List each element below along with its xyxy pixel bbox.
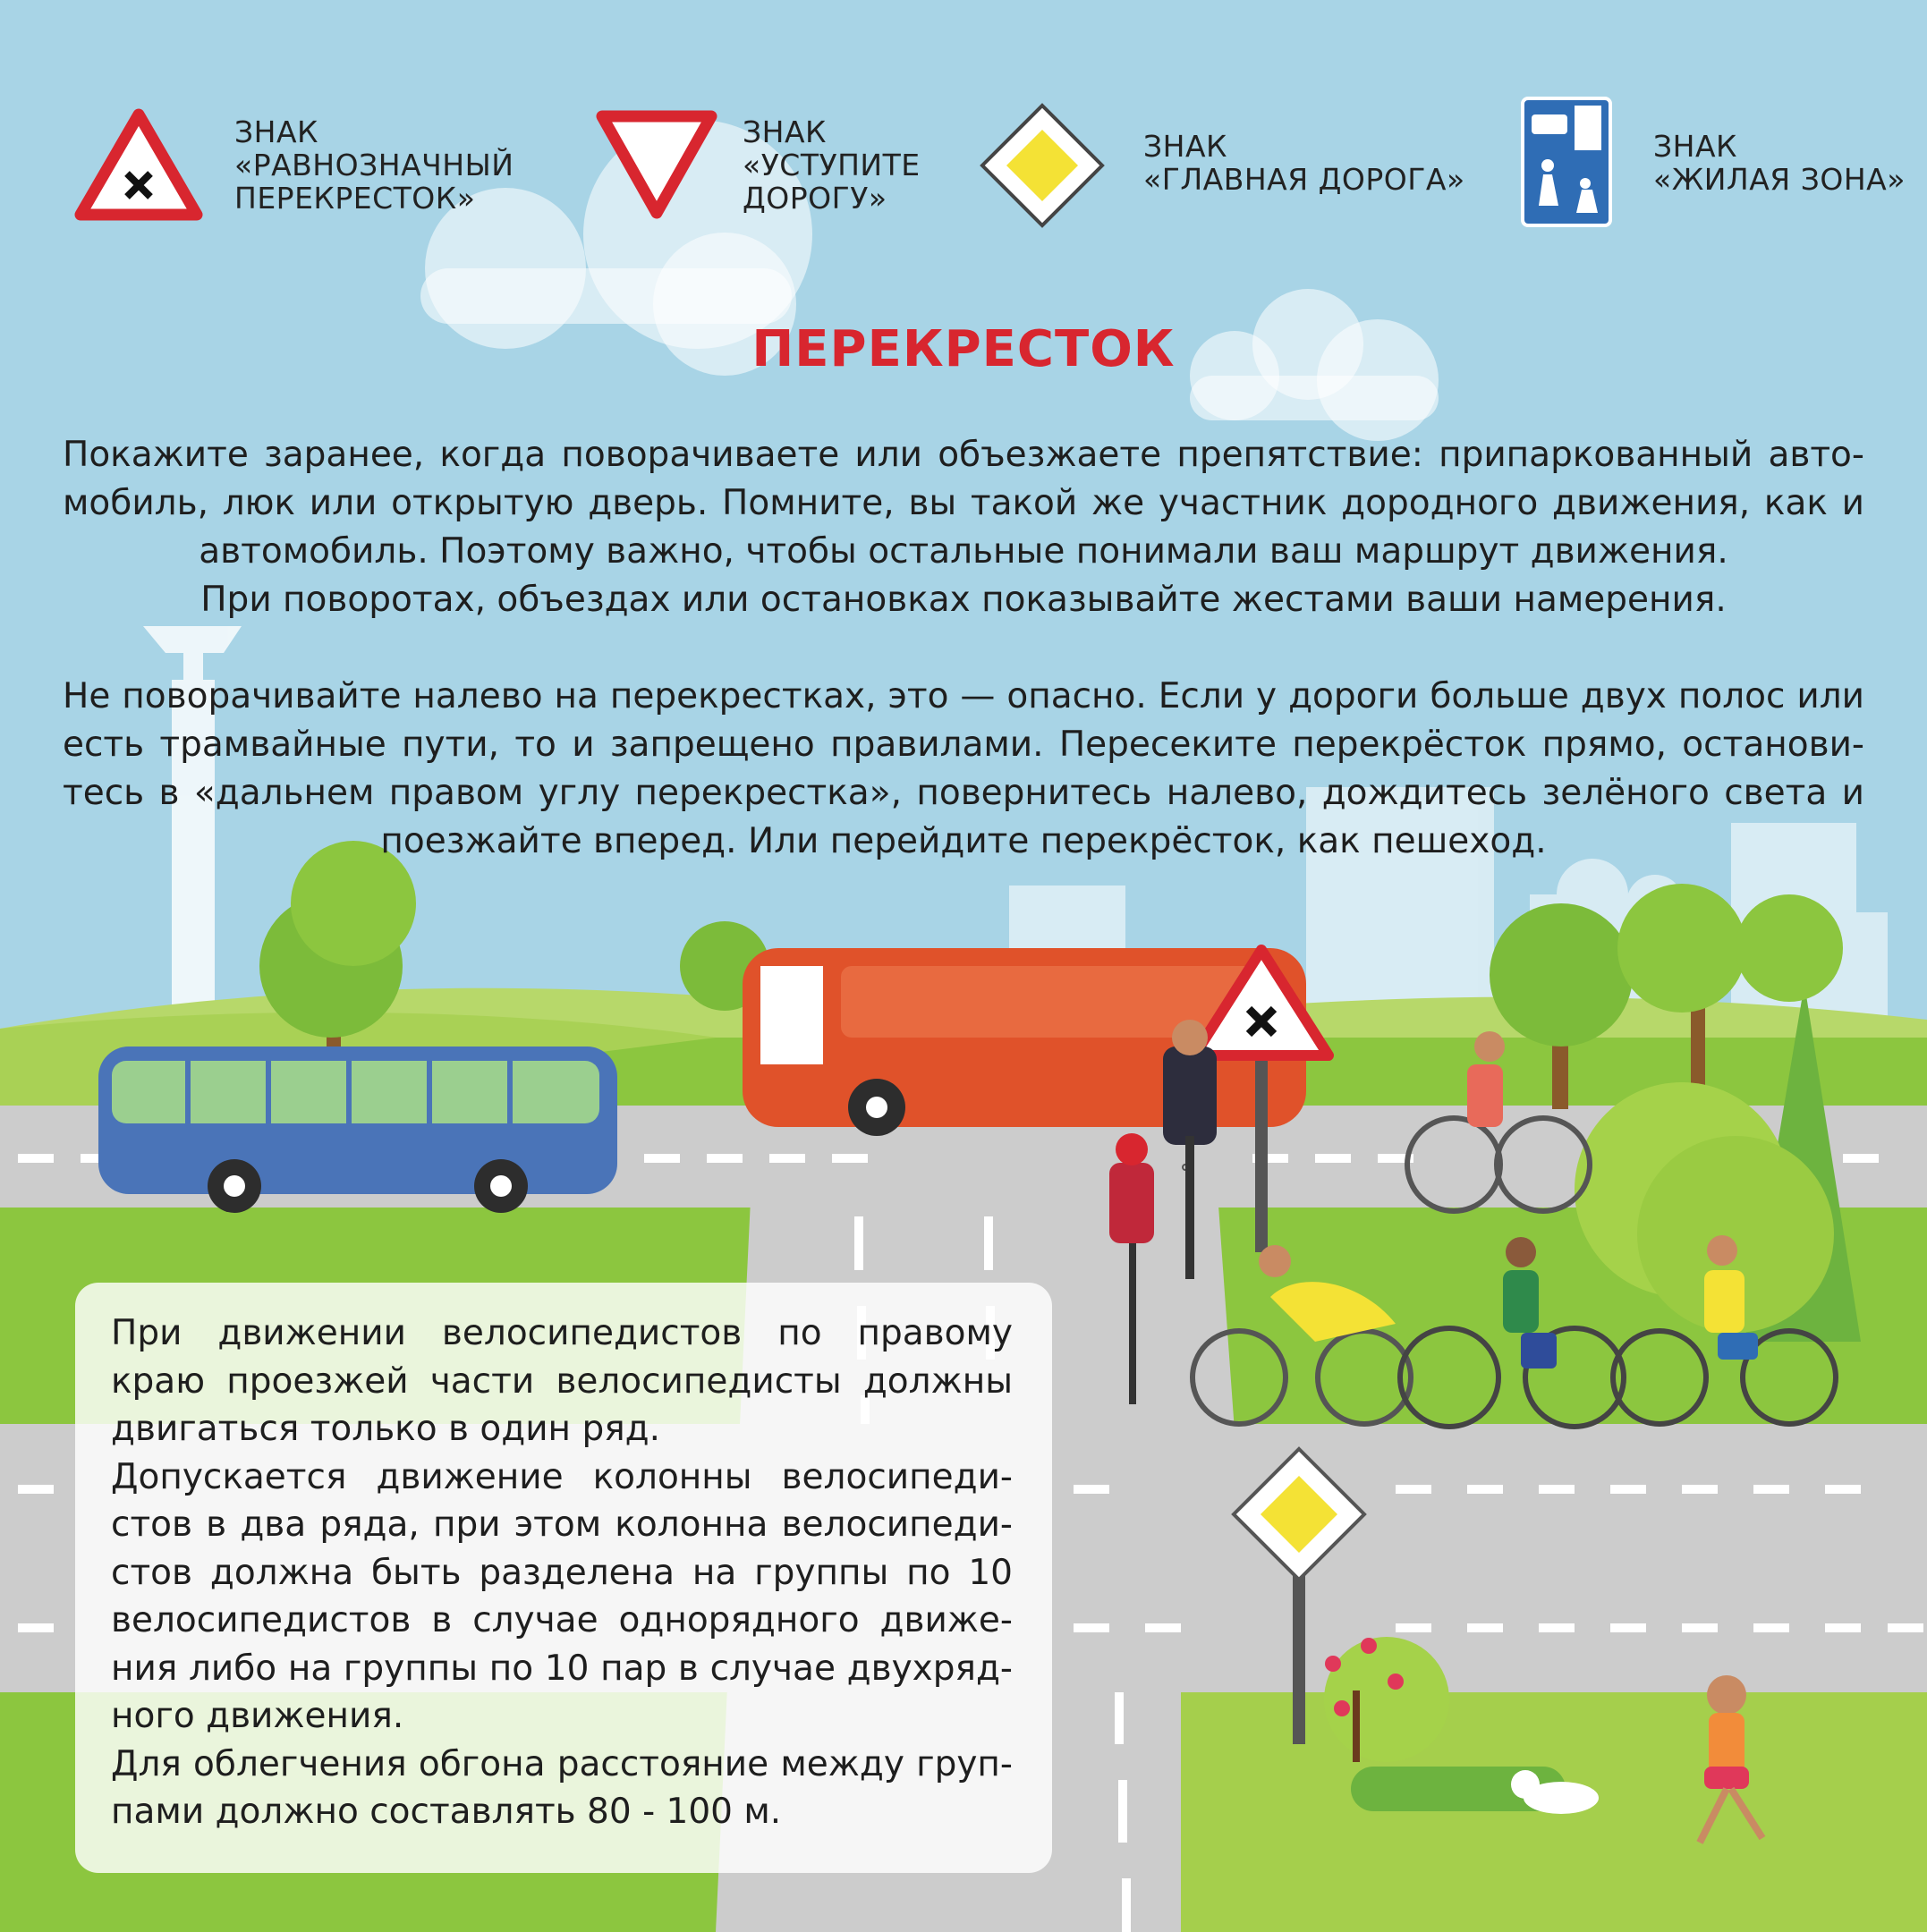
sign-caption-residential-zone: ЗНАК «ЖИЛАЯ ЗОНА» (1653, 129, 1906, 197)
flower-tree-icon (1324, 1637, 1449, 1762)
equal-crossroads-sign-icon (81, 114, 197, 215)
intro-paragraph-1: Покажите заранее, когда поворачиваете или объезжаете препятствие: припаркованный авто- мобиль, люк или открытую дверь. Помните, вы такой же участник дородного движения, как и автомобиль. Поэтому важно, чтобы остальные понимали ваш маршрут движения. При поворотах, объездах или остановках показывайте жестами ваши намерения. (63, 435, 1864, 620)
page-title: ПЕРЕКРЕСТОК (751, 320, 1176, 378)
sign-caption-equal-crossroads: ЗНАК «РАВНОЗНАЧНЫЙ ПЕРЕКРЕСТОК» (234, 114, 514, 216)
blue-bus (98, 1046, 617, 1213)
sign-caption-main-road: ЗНАК «ГЛАВНАЯ ДОРОГА» (1143, 129, 1465, 197)
intro-paragraph-2: Не поворачивайте налево на перекрестках, это — опасно. Если у дороги больше двух полос или есть трамвайные пути, то и запрещено правилами. Пересеките перекрёсток прямо, останови- тесь в «дальнем правом углу перекрестка», повернитесь налево, дождитесь зелёного света и поезжайте вперед. Или перейдите перекрёсток, как пешеход. (63, 676, 1864, 861)
info-box: При движении велосипедистов по правому краю проезжей части велосипедисты должны двигаться только в один ряд. Допускается движение колонны велосипеди- стов в два ряда, при этом колонна велосипеди- стов должна быть разделена на группы по 10 велосипедистов в случае однорядного движе- ния либо на группы по 10 пар в случае двухряд- ного движения. Для облегчения обгона расстояние между груп- пами должно составлять 80 - 100 м. (75, 1283, 1052, 1873)
main-road-sign-icon (982, 106, 1102, 225)
sign-caption-give-way: ЗНАК «УСТУПИТЕ ДОРОГУ» (743, 114, 921, 216)
residential-zone-sign-icon (1523, 98, 1610, 225)
